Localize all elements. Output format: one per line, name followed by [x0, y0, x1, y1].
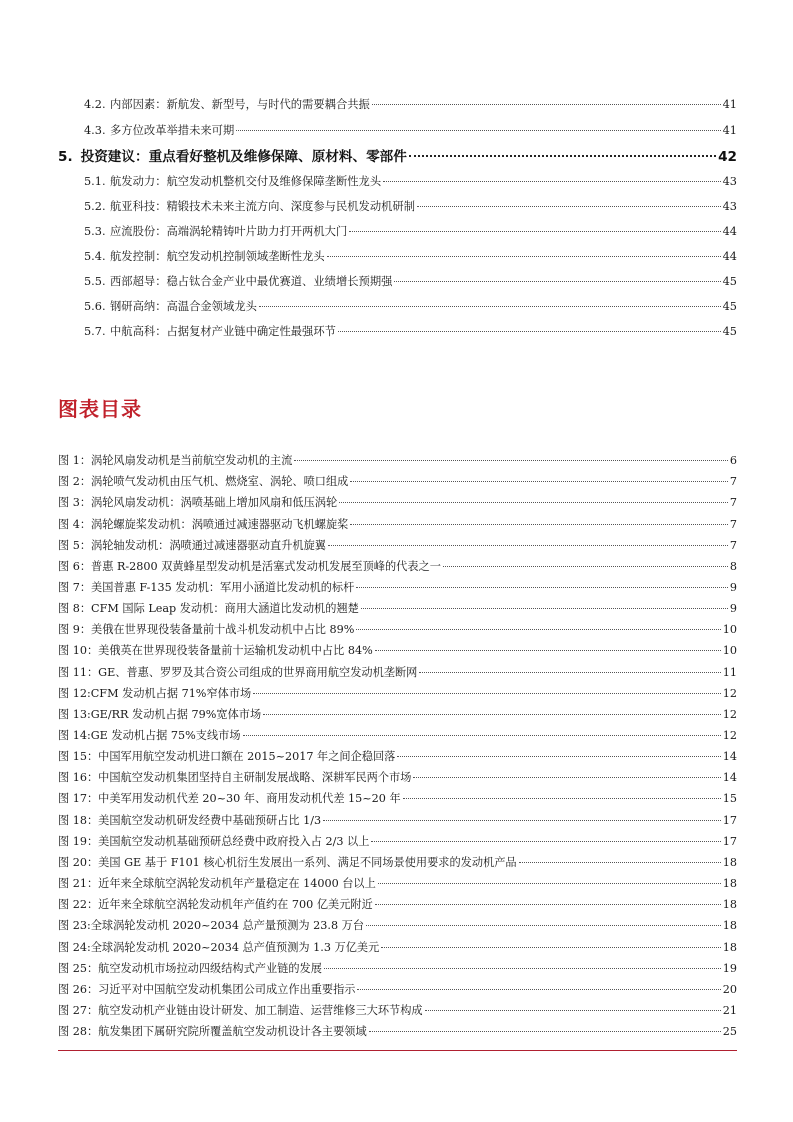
figure-page-number: 9 [729, 602, 737, 615]
figure-title: 图 8：CFM 国际 Leap 发动机：商用大涵道比发动机的翘楚 [58, 602, 359, 615]
toc-entry-5-2[interactable] [84, 198, 737, 216]
figure-title: 图 17：中美军用发动机代差 20~30 年、商用发动机代差 15~20 年 [58, 792, 401, 806]
toc-title: 多方位改革举措未来可期 [110, 124, 235, 137]
figure-page-number: 20 [722, 982, 737, 996]
toc-number: 5. [58, 149, 73, 165]
dot-leader [327, 256, 721, 257]
toc-entry-5-1[interactable] [84, 173, 737, 191]
toc-page-number: 41 [722, 98, 737, 111]
figure-entry[interactable] [58, 664, 737, 682]
dot-leader [338, 331, 721, 332]
figure-title: 图 28：航发集团下属研究院所覆盖航空发动机设计各主要领域 [58, 1025, 367, 1038]
figure-page-number: 11 [722, 665, 737, 679]
dot-leader [378, 883, 721, 884]
figure-title: 图 20：美国 GE 基于 F101 核心机衍生发展出一系列、满足不同场景使用要求的发动机产品 [58, 855, 517, 869]
figure-entry[interactable] [58, 727, 737, 745]
figure-title: 图 13:GE/RR 发动机占据 79%宽体市场 [58, 707, 262, 721]
figure-title: 图 21：近年来全球航空涡轮发动机年产量稳定在 14000 台以上 [58, 877, 376, 890]
toc-title: 内部因素：新航发、新型号，与时代的需要耦合共振 [110, 98, 370, 111]
figure-entry[interactable] [58, 516, 737, 534]
figure-entry[interactable] [58, 833, 737, 851]
figure-entry[interactable] [58, 621, 737, 639]
toc-number: 5.5. [84, 275, 106, 288]
figure-page-number: 18 [722, 940, 737, 954]
toc-page-number: 41 [722, 124, 737, 137]
figure-page-number: 18 [722, 855, 737, 869]
figure-page-number: 10 [722, 644, 737, 658]
figure-entry[interactable] [58, 706, 737, 724]
figure-title: 图 24:全球涡轮发动机 2020~2034 总产值预测为 1.3 万亿美元 [58, 940, 380, 954]
toc-title: 钢研高纳：高温合金领域龙头 [110, 300, 257, 313]
figure-title: 图 3：涡轮风扇发动机：涡喷基础上增加风扇和低压涡轮 [58, 496, 338, 510]
figure-entry[interactable] [58, 939, 737, 957]
figure-title: 图 12:CFM 发动机占据 71%窄体市场 [58, 686, 252, 700]
toc-page-number: 45 [722, 300, 737, 313]
toc-page-number: 45 [722, 275, 737, 288]
figure-page-number: 10 [722, 623, 737, 637]
figure-page-number: 18 [722, 898, 737, 912]
figure-entry[interactable] [58, 769, 737, 787]
figure-entry[interactable] [58, 600, 737, 618]
toc-title: 航发动力：航空发动机整机交付及维修保障垄断性龙头 [110, 175, 382, 188]
figure-title: 图 1：涡轮风扇发动机是当前航空发动机的主流 [58, 454, 293, 467]
figure-title: 图 9：美俄在世界现役装备量前十战斗机发动机中占比 89% [58, 623, 355, 637]
dot-leader [375, 650, 721, 651]
dot-leader [371, 841, 720, 842]
figure-page-number: 21 [722, 1003, 737, 1017]
toc-title: 西部超导：稳占钛合金产业中最优赛道、业绩增长预期强 [110, 275, 393, 288]
dot-leader [259, 306, 721, 307]
figure-title: 图 5：涡轮轴发动机：涡喷通过减速器驱动直升机旋翼 [58, 538, 326, 552]
figure-page-number: 19 [722, 961, 737, 975]
dot-leader [253, 693, 721, 694]
dot-leader [263, 714, 721, 715]
dot-leader [417, 206, 721, 207]
dot-leader [397, 756, 720, 757]
dot-leader [357, 989, 720, 990]
toc-number: 4.2. [84, 98, 106, 111]
toc-number: 5.7. [84, 325, 106, 338]
toc-entry-5-4[interactable] [84, 248, 737, 266]
figure-page-number: 17 [722, 834, 737, 848]
figure-title: 图 10：美俄英在世界现役装备量前十运输机发动机中占比 84% [58, 644, 373, 658]
figure-page-number: 7 [729, 475, 737, 489]
toc-page-number: 43 [722, 200, 737, 213]
toc-number: 5.6. [84, 300, 106, 313]
toc-page-number: 44 [722, 225, 737, 238]
toc-entry-5-3[interactable] [84, 223, 737, 241]
figure-entry[interactable] [58, 812, 737, 830]
figure-entry[interactable] [58, 558, 737, 576]
dot-leader [339, 502, 728, 503]
toc-entry-4-2[interactable] [84, 96, 737, 114]
figure-page-number: 9 [729, 580, 737, 594]
figure-title: 图 22：近年来全球航空涡轮发动机年产值约在 700 亿美元附近 [58, 898, 373, 912]
figure-title: 图 27：航空发动机产业链由设计研发、加工制造、运营维修三大环节构成 [58, 1003, 423, 1017]
figure-title: 图 2：涡轮喷气发动机由压气机、燃烧室、涡轮、喷口组成 [58, 475, 349, 489]
figure-title: 图 19：美国航空发动机基础预研总经费中政府投入占 2/3 以上 [58, 834, 370, 848]
figure-entry[interactable] [58, 685, 737, 703]
dot-leader [236, 130, 720, 131]
figure-page-number: 12 [722, 686, 737, 700]
figure-entry[interactable] [58, 748, 737, 766]
figure-page-number: 15 [722, 792, 737, 806]
dot-leader [403, 798, 721, 799]
dot-leader [323, 820, 721, 821]
toc-entry-5-6[interactable] [84, 298, 737, 316]
toc-page-number: 45 [722, 325, 737, 338]
toc-entry-4-3[interactable] [84, 122, 737, 140]
figure-page-number: 6 [729, 454, 737, 467]
dot-leader [383, 181, 720, 182]
figure-page-number: 17 [722, 813, 737, 827]
toc-title: 航亚科技：精锻技术未来主流方向、深度参与民机发动机研制 [110, 200, 416, 213]
dot-leader [356, 587, 728, 588]
dot-leader [394, 281, 720, 282]
figure-entry[interactable] [58, 960, 737, 978]
toc-number: 5.2. [84, 200, 106, 213]
toc-number: 5.3. [84, 225, 106, 238]
figure-page-number: 7 [729, 496, 737, 510]
dot-leader [366, 925, 721, 926]
dot-leader [409, 155, 716, 157]
figure-entry[interactable] [58, 473, 737, 491]
toc-number: 4.3. [84, 124, 106, 137]
figure-page-number: 12 [722, 729, 737, 742]
toc-title: 航发控制：航空发动机控制领域垄断性龙头 [110, 250, 325, 263]
figure-title: 图 11：GE、普惠、罗罗及其合资公司组成的世界商用航空发动机垄断网 [58, 665, 418, 679]
figure-page-number: 7 [729, 517, 737, 531]
figure-title: 图 23:全球涡轮发动机 2020~2034 总产量预测为 23.8 万台 [58, 919, 365, 933]
footer-rule [58, 1050, 737, 1051]
figure-title: 图 6：普惠 R-2800 双黄蜂星型发动机是活塞式发动机发展至顶峰的代表之一 [58, 559, 441, 573]
figure-title: 图 14:GE 发动机占据 75%支线市场 [58, 729, 241, 742]
figure-page-number: 25 [722, 1025, 737, 1038]
figure-title: 图 26：习近平对中国航空发动机集团公司成立作出重要指示 [58, 982, 356, 996]
figure-entry[interactable] [58, 790, 737, 808]
dot-leader [375, 904, 721, 905]
toc-number: 5.4. [84, 250, 106, 263]
dot-leader [369, 1031, 721, 1032]
figure-entry[interactable] [58, 875, 737, 893]
toc-number: 5.1. [84, 175, 106, 188]
figure-entry[interactable] [58, 1023, 737, 1041]
dot-leader [419, 672, 720, 673]
figure-entry[interactable] [58, 452, 737, 470]
toc-entry-5-5[interactable] [84, 273, 737, 291]
figure-page-number: 18 [722, 877, 737, 890]
figure-entry[interactable] [58, 579, 737, 597]
toc-page-number: 42 [718, 149, 737, 165]
figure-title: 图 18：美国航空发动机研发经费中基础预研占比 1/3 [58, 813, 322, 827]
figure-entry[interactable] [58, 981, 737, 999]
figure-page-number: 18 [722, 919, 737, 933]
dot-leader [328, 545, 728, 546]
figure-entry[interactable] [58, 896, 737, 914]
figure-page-number: 7 [729, 538, 737, 552]
toc-page-number: 43 [722, 175, 737, 188]
dot-leader [356, 629, 720, 630]
figure-page-number: 8 [729, 559, 737, 573]
figure-page-number: 14 [722, 750, 737, 764]
toc-title: 应流股份：高端涡轮精铸叶片助力打开两机大门 [110, 225, 348, 238]
toc-page-number: 44 [722, 250, 737, 263]
dot-leader [519, 862, 721, 863]
figure-entry[interactable] [58, 494, 737, 512]
figure-page-number: 12 [722, 707, 737, 721]
figure-entry[interactable] [58, 854, 737, 872]
figure-title: 图 4：涡轮螺旋桨发动机：涡喷通过减速器驱动飞机螺旋桨 [58, 517, 349, 531]
toc-entry-5-7[interactable] [84, 323, 737, 341]
dot-leader [324, 968, 721, 969]
figure-title: 图 25：航空发动机市场拉动四级结构式产业链的发展 [58, 961, 322, 975]
dot-leader [413, 777, 720, 778]
dot-leader [381, 947, 720, 948]
dot-leader [350, 524, 728, 525]
dot-leader [350, 481, 728, 482]
figure-title: 图 7：美国普惠 F-135 发动机：军用小涵道比发动机的标杆 [58, 580, 355, 594]
figure-entry[interactable] [58, 917, 737, 935]
figure-entry[interactable] [58, 642, 737, 660]
toc-title: 中航高科：占据复材产业链中确定性最强环节 [110, 325, 336, 338]
toc-entry-section-5[interactable] [58, 145, 737, 167]
dot-leader [294, 460, 727, 461]
figure-title: 图 15：中国军用航空发动机进口额在 2015~2017 年之间企稳回落 [58, 750, 396, 764]
dot-leader [425, 1010, 721, 1011]
figure-list-heading: 图表目录 [58, 397, 142, 421]
dot-leader [243, 735, 721, 736]
dot-leader [361, 608, 728, 609]
toc-title: 投资建议：重点看好整机及维修保障、原材料、零部件 [80, 149, 407, 165]
dot-leader [372, 104, 721, 105]
figure-page-number: 14 [722, 771, 737, 785]
figure-entry[interactable] [58, 537, 737, 555]
figure-entry[interactable] [58, 1002, 737, 1020]
dot-leader [349, 231, 720, 232]
figure-title: 图 16：中国航空发动机集团坚持自主研制发展战略、深耕军民两个市场 [58, 771, 412, 785]
dot-leader [443, 566, 728, 567]
